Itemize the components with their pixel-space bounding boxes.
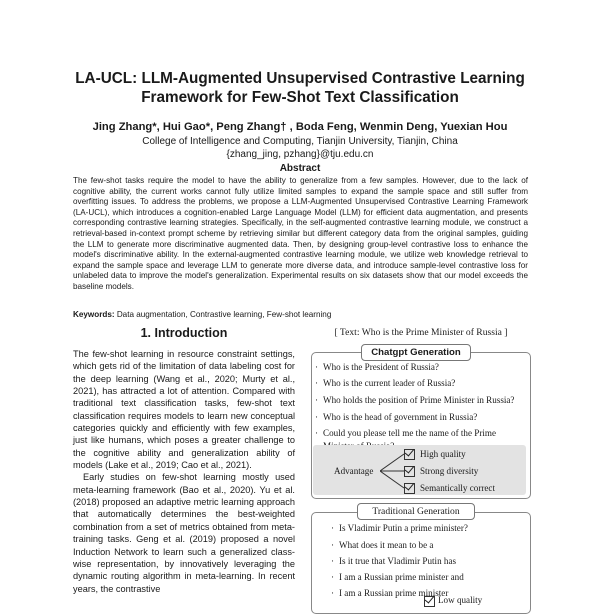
affiliation-block	[20, 135, 580, 161]
checkbox-icon	[404, 466, 415, 477]
chatgpt-item: · Who is the head of government in Russia?	[315, 412, 478, 422]
paper-title	[30, 69, 570, 107]
advantage-label: Advantage	[334, 466, 374, 476]
chatgpt-item: · Who is the current leader of Russia?	[315, 378, 456, 388]
keywords-list: Data augmentation, Contrastive learning, Few-shot learning	[116, 310, 332, 319]
checkbox-icon	[424, 596, 435, 607]
traditional-item: · Is Vladimir Putin a prime minister?	[331, 523, 468, 533]
checkbox-icon	[404, 449, 415, 460]
affiliation: College of Intelligence and Computing, Tianjin University, Tianjin, China	[142, 136, 458, 147]
chatgpt-item: · Who is the President of Russia?	[315, 362, 439, 372]
traditional-partial-label: Low quality	[438, 595, 483, 605]
traditional-item: · Is it true that Vladimir Putin has	[331, 556, 457, 566]
advantage-item: Semantically correct	[420, 483, 495, 493]
section-heading: 1. Introduction	[140, 326, 228, 340]
abstract-text: The few-shot tasks require the model to have the ability to generalize from a few samples. However, due to the lack of cognitive ability, the current works cannot fully utilize limited samples to expand the sample space and still suffer from overfitting issues. To address the problems, we propose a LLM-Augmented Unsupervised Contrastive Learning Framework (LA-UCL), which introduces a cognition-enabled Large Language Model (LLM) for efficient data augmentation, and presents corresponding contrastive learning strategies. Specifically, in the self-augmented contrastive learning module, we construct a retrieval-based in-context prompt scheme by retrieving similar but different category data from the original samples, guiding the LLM to generate more discriminative augmented data. Then, by designing group-level contrastive loss to enhance the model's discriminative ability. In the external-augmented contrastive learning module, we utilize web knowledge retrieval to expand the sample space and leverage LLM to generate more diverse data, and introduce sample-level contrastive loss for unlabeled data to improve the model's generalization. Experimental results on six datasets show that our model exceeds the baseline models.	[73, 176, 528, 291]
traditional-item: · I am a Russian prime minister and	[331, 572, 464, 582]
traditional-item: · I am a Russian prime minister	[331, 588, 449, 598]
chatgpt-item: · Who holds the position of Prime Minister in Russia?	[315, 395, 515, 405]
chatgpt-item: · Could you please tell me the name of the Prime	[315, 428, 496, 438]
figure-text-label: [ Text: Who is the Prime Minister of Russia ]	[334, 327, 508, 338]
emails: {zhang_jing, pzhang}@tju.edu.cn	[226, 149, 374, 160]
intro-paragraph-1: The few-shot learning in resource constraint settings, which gets rid of the limitation of data labeling cost for the deep learning (Wang et al., 2020; Murty et al., 2021), has attracted a lot of attention. Compared with traditional text classification tasks, few-shot text classification requires models to learn new conceptual categories quickly and efficiently with few examples, just like humans, which poses a greater challenge to the cognitive ability and generalization ability of models (Lake et al., 2019; Cao et al., 2021).	[73, 349, 295, 471]
advantage-item: High quality	[420, 449, 466, 459]
intro-column	[73, 348, 295, 595]
checkbox-icon	[404, 483, 415, 494]
advantage-brace-lines	[380, 450, 406, 492]
chatgpt-generation-header: Chatgpt Generation	[361, 344, 471, 361]
title-line-1: LA-UCL: LLM-Augmented Unsupervised Contrastive Learning	[75, 70, 525, 87]
title-line-2: Framework for Few-Shot Text Classification	[141, 89, 459, 106]
traditional-item: · What does it mean to be a	[331, 540, 434, 550]
abstract-heading: Abstract	[279, 163, 321, 174]
keywords-label: Keywords:	[73, 310, 115, 319]
advantage-item: Strong diversity	[420, 466, 479, 476]
intro-paragraph-2: Early studies on few-shot learning mostly used meta-learning framework (Bao et al., 2020). Yu et al. (2018) proposed an adaptive metric learning approach that automatically determines the best-weighted combination from a set of metrics obtained from meta-training tasks. Geng et al. (2019) proposed a novel Induction Network to learn such a generalized class-wise representation, by innovatively leveraging the dynamic routing algorithm in meta-learning. In recent years, the contrastive	[73, 472, 295, 594]
keywords	[73, 310, 528, 319]
authors: Jing Zhang*, Hui Gao*, Peng Zhang† , Boda Feng, Wenmin Deng, Yuexian Hou	[92, 121, 508, 133]
traditional-generation-header: Traditional Generation	[357, 503, 475, 520]
